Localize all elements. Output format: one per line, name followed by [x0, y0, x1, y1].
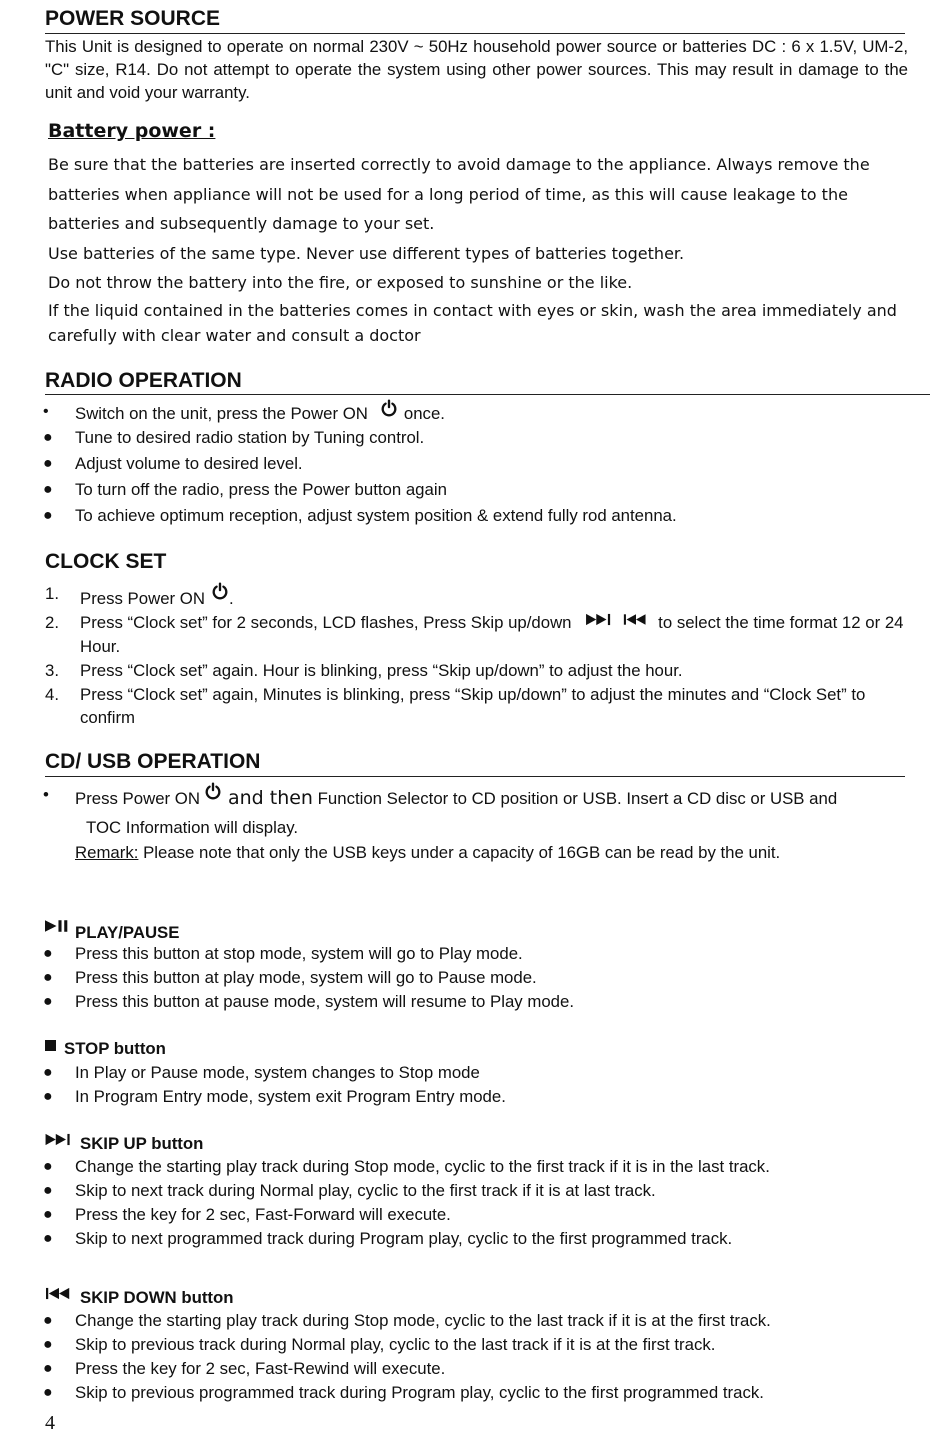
skip-back-icon — [623, 613, 649, 626]
power-source-text: This Unit is designed to operate on normal 230V ~ 50Hz household power source or batteries DC : 6 x 1.5V, UM-2, "C" size, R14. Do not attempt to operate the system using other power sources. This may result in damage to the unit and void your warranty. — [45, 37, 908, 102]
clock-step: 1. Press Power ON . — [45, 584, 234, 608]
cd-usb-item: • Press Power ON and then Function Selector to CD position or USB. Insert a CD disc or USB and — [40, 782, 920, 812]
list-item: ● Skip to previous track during Normal play, cyclic to the last track if it is at the first track. — [40, 1333, 920, 1357]
bullet: ● — [43, 1182, 53, 1199]
skip-up-list — [40, 1155, 920, 1251]
clock-set-heading: CLOCK SET — [45, 550, 167, 573]
battery-para-4: If the liquid contained in the batteries comes in contact with eyes or skin, wash the area immediately and carefully with clear water and consult a doctor — [48, 300, 897, 345]
bullet: ● — [43, 969, 53, 986]
stop-list — [40, 1061, 920, 1109]
list-item: ● In Program Entry mode, system exit Program Entry mode. — [40, 1085, 920, 1109]
page-number: 4 — [45, 1412, 55, 1434]
remark-label: Remark: — [75, 843, 139, 862]
clock-step: 3. Press “Clock set” again. Hour is blinking, press “Skip up/down” to adjust the hour. — [45, 660, 683, 680]
stop-icon — [45, 1040, 56, 1051]
list-item: ● To turn off the radio, press the Power button again — [40, 477, 920, 503]
battery-para-2: Use batteries of the same type. Never use different types of batteries together. — [48, 243, 685, 263]
play-pause-icon — [45, 919, 70, 933]
bullet: • — [43, 785, 49, 804]
bullet: ● — [43, 481, 53, 498]
battery-para-1: Be sure that the batteries are inserted correctly to avoid damage to the appliance. Always remove the batteries when appliance will not be used for a long period of time, as this will cause leakage to the batteries and subsequently damage to your set. — [48, 155, 870, 233]
bullet: ● — [43, 1336, 53, 1353]
skip-forward-icon — [45, 1133, 74, 1146]
play-pause-list — [40, 942, 920, 1014]
list-item: ● Press the key for 2 sec, Fast-Forward will execute. — [40, 1203, 920, 1227]
list-item: • Switch on the unit, press the Power ON once. — [40, 399, 920, 425]
clock-step: 2. Press “Clock set” for 2 seconds, LCD flashes, Press Skip up/down to select the time format 12 or 24 Hour. — [45, 613, 904, 656]
skip-forward-icon — [586, 613, 614, 626]
remark-text: Please note that only the USB keys under a capacity of 16GB can be read by the unit. — [143, 843, 781, 862]
list-item: ● Skip to next track during Normal play, cyclic to the first track if it is at last track. — [40, 1179, 920, 1203]
bullet: ● — [43, 1384, 53, 1401]
bullet: ● — [43, 1064, 53, 1081]
bullet: ● — [43, 455, 53, 472]
battery-power-text — [48, 150, 918, 348]
bullet: ● — [43, 1158, 53, 1175]
battery-power-heading: Battery power : — [48, 120, 216, 142]
radio-operation-rule — [45, 394, 930, 395]
power-icon — [380, 399, 398, 417]
list-item: ● Skip to next programmed track during Program play, cyclic to the first programmed track. — [40, 1227, 920, 1251]
radio-operation-heading: RADIO OPERATION — [45, 369, 242, 392]
bullet: ● — [43, 1312, 53, 1329]
power-icon — [204, 782, 222, 800]
bullet: ● — [43, 507, 53, 524]
bullet: ● — [43, 1230, 53, 1247]
list-item: ● Press this button at stop mode, system will go to Play mode. — [40, 942, 920, 966]
skip-down-heading: SKIP DOWN button — [45, 1287, 234, 1308]
play-pause-heading: PLAY/PAUSE — [45, 919, 179, 943]
clock-set-steps — [45, 582, 905, 730]
list-item: ● Tune to desired radio station by Tuning control. — [40, 425, 920, 451]
bullet: ● — [43, 1206, 53, 1223]
radio-operation-list — [40, 399, 920, 529]
bullet: ● — [43, 1360, 53, 1377]
bullet: ● — [43, 945, 53, 962]
list-item: ● Adjust volume to desired level. — [40, 451, 920, 477]
list-item: ● Change the starting play track during Stop mode, cyclic to the first track if it is in the last track. — [40, 1155, 920, 1179]
clock-step: 4. Press “Clock set” again, Minutes is blinking, press “Skip up/down” to adjust the minutes and “Clock Set” to confirm — [45, 684, 866, 727]
cd-usb-rule — [45, 776, 905, 777]
power-source-rule — [45, 33, 905, 34]
list-item: ● In Play or Pause mode, system changes to Stop mode — [40, 1061, 920, 1085]
list-item: ● To achieve optimum reception, adjust system position & extend fully rod antenna. — [40, 503, 920, 529]
bullet: • — [43, 403, 49, 420]
battery-para-3: Do not throw the battery into the fire, or exposed to sunshine or the like. — [48, 273, 633, 292]
list-item: ● Press this button at play mode, system will go to Pause mode. — [40, 966, 920, 990]
skip-up-heading: SKIP UP button — [45, 1133, 203, 1154]
skip-back-icon — [45, 1287, 73, 1300]
bullet: ● — [43, 1088, 53, 1105]
list-item: ● Press the key for 2 sec, Fast-Rewind will execute. — [40, 1357, 920, 1381]
list-item: ● Change the starting play track during Stop mode, cyclic to the last track if it is at the first track. — [40, 1309, 920, 1333]
skip-down-list — [40, 1309, 920, 1405]
stop-heading: STOP button — [45, 1039, 166, 1059]
cd-usb-item-line2: TOC Information will display. — [86, 818, 299, 837]
power-source-heading: POWER SOURCE — [45, 7, 221, 30]
remark — [75, 841, 780, 864]
list-item: ● Skip to previous programmed track during Program play, cyclic to the first programmed track. — [40, 1381, 920, 1405]
bullet: ● — [43, 993, 53, 1010]
list-item: ● Press this button at pause mode, system will resume to Play mode. — [40, 990, 920, 1014]
cd-usb-heading: CD/ USB OPERATION — [45, 750, 261, 773]
power-icon — [211, 582, 229, 600]
bullet: ● — [43, 429, 53, 446]
